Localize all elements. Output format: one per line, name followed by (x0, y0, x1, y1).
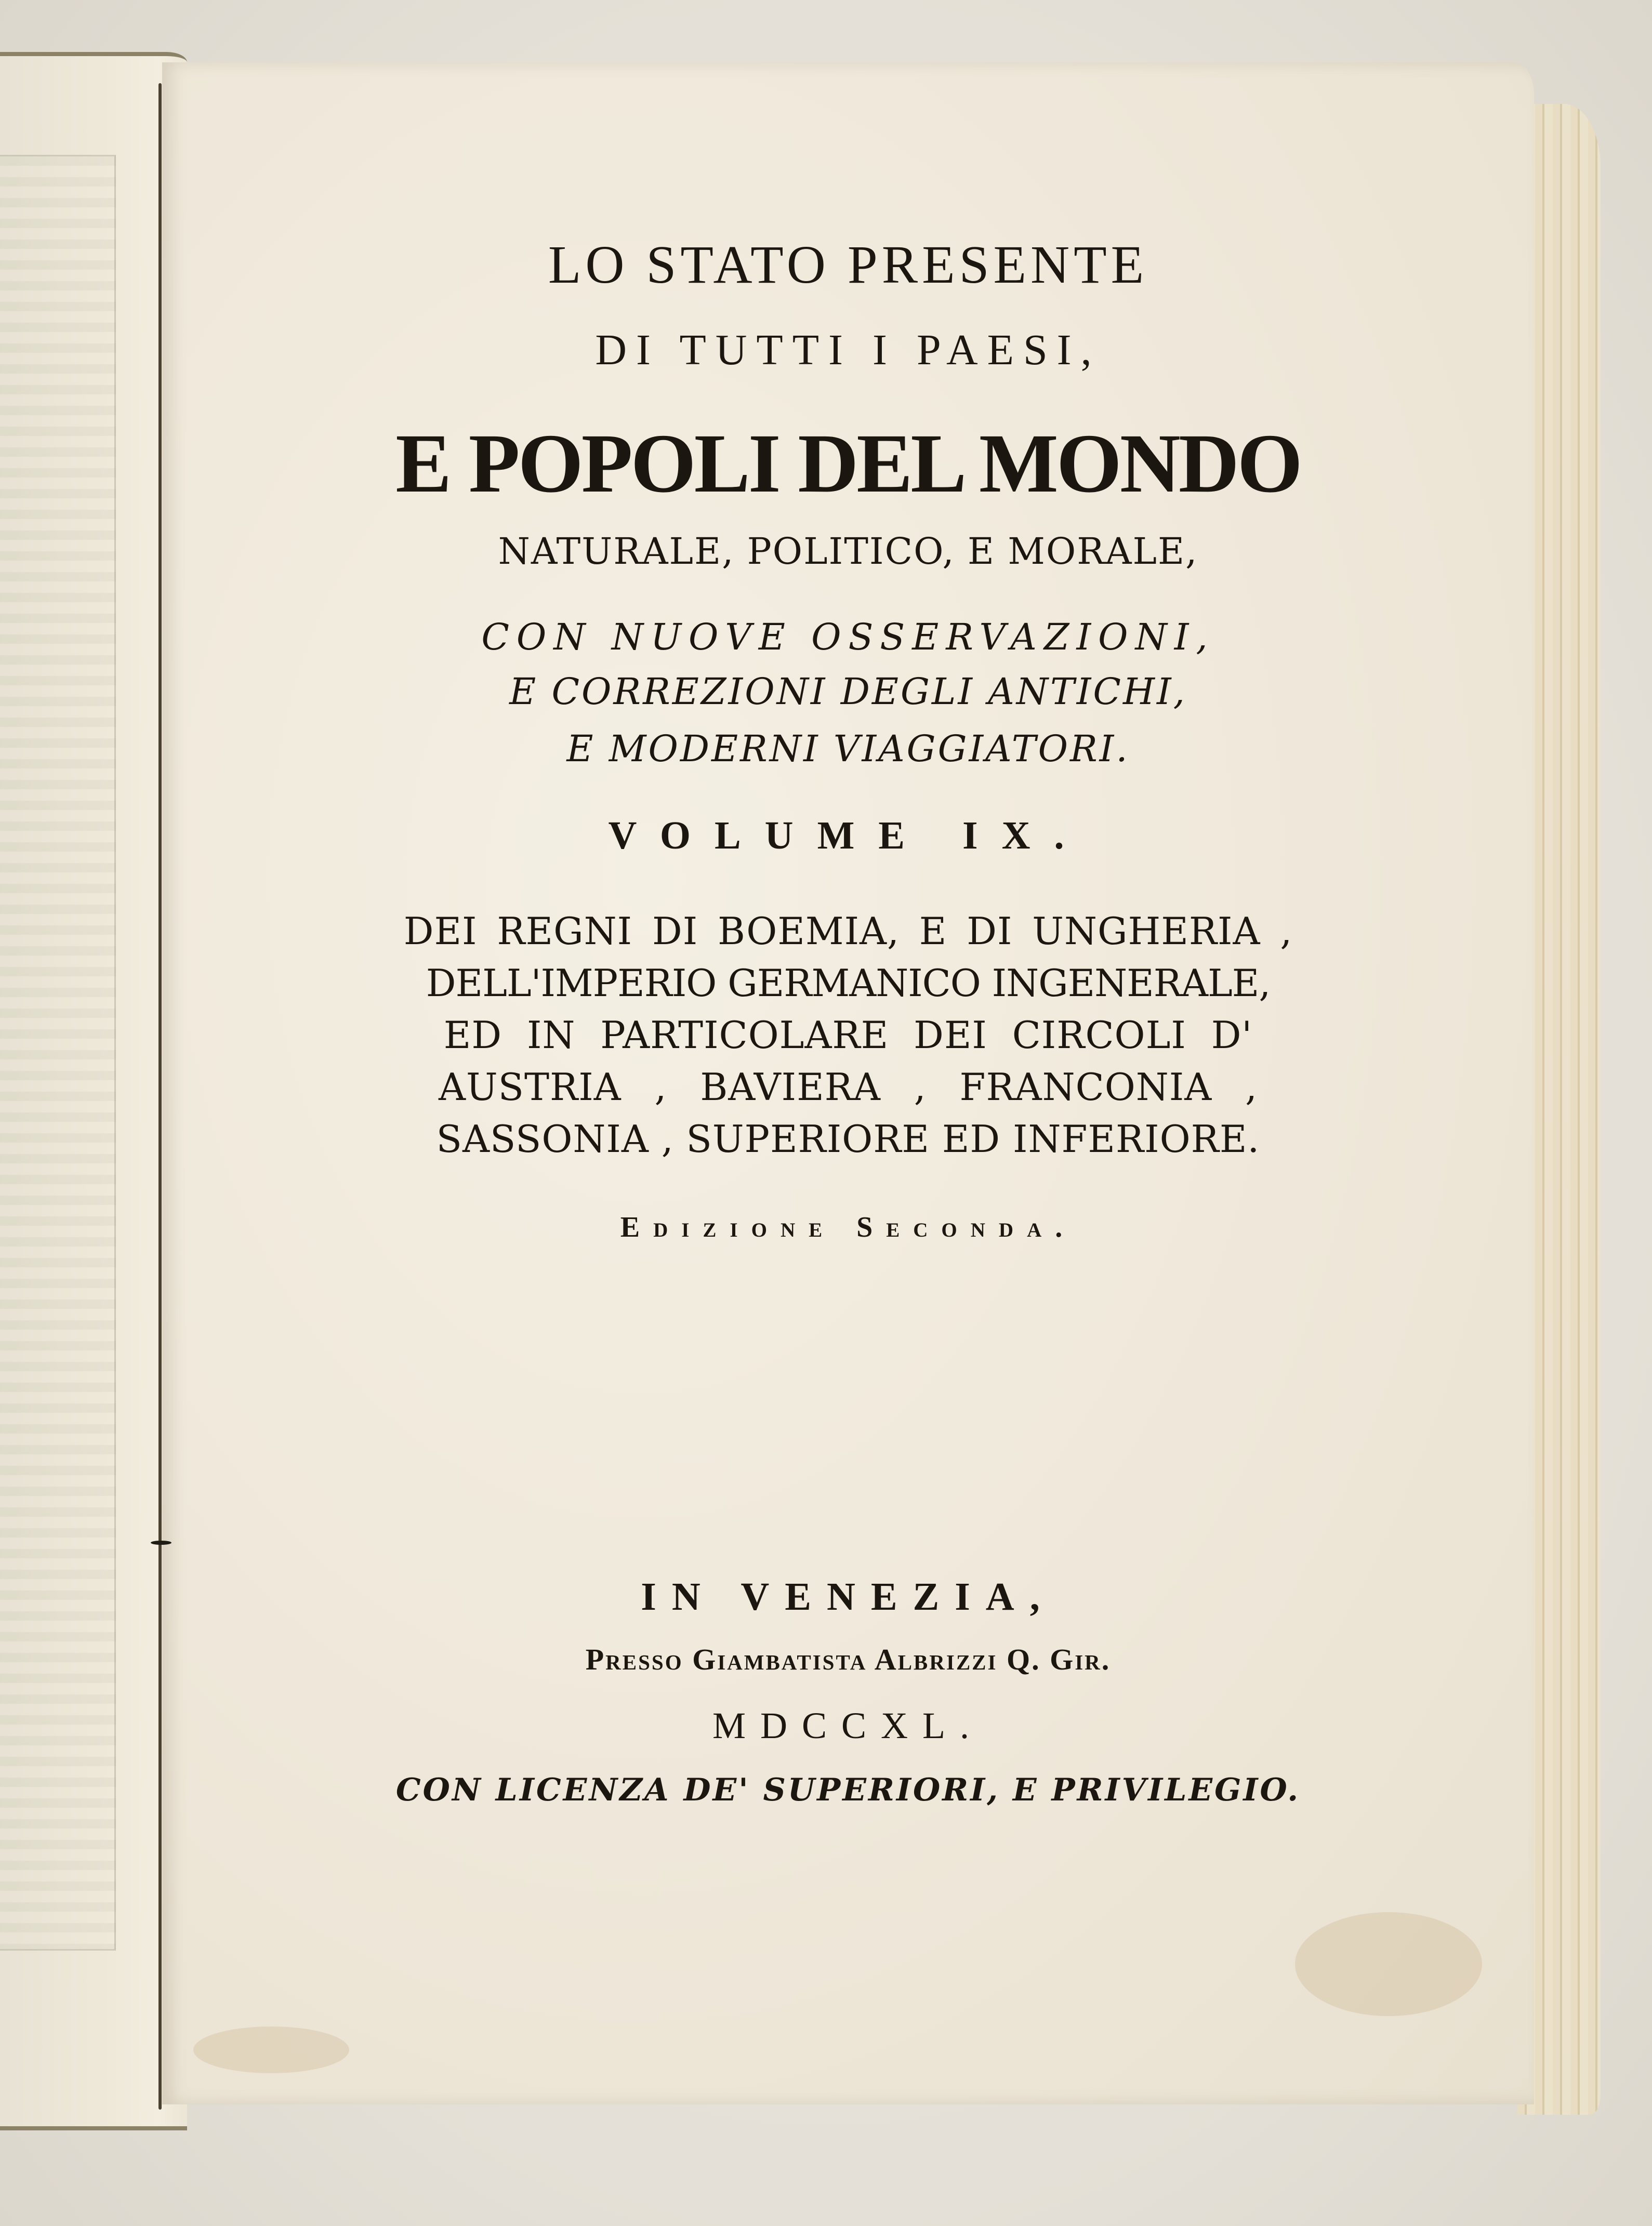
subtitle: NATURALE, POLITICO, E MORALE, (498, 530, 1198, 573)
imprint-license: CON LICENZA DE' SUPERIORI, E PRIVILEGIO. (395, 1772, 1301, 1808)
contents-line-4: AUSTRIA , BAVIERA , FRANCONIA , (438, 1065, 1258, 1109)
italic-line-1: CON NUOVE OSSERVAZIONI, (481, 616, 1215, 658)
italic-line-3: E MODERNI VIAGGIATORI. (566, 727, 1130, 770)
show-through-print (0, 155, 116, 1951)
contents-line-2: DELL'IMPERIO GERMANICO INGENERALE, (426, 961, 1271, 1005)
book-gutter (158, 83, 162, 2110)
contents-line-1: DEI REGNI DI BOEMIA, E DI UNGHERIA , (403, 909, 1293, 953)
title-line-2: DI TUTTI I PAESI, (595, 326, 1101, 374)
contents-line-5: SASSONIA , SUPERIORE ED INFERIORE. (436, 1117, 1260, 1161)
edition-statement: Edizione Seconda. (620, 1211, 1076, 1243)
italic-line-2: E CORREZIONI DEGLI ANTICHI, (509, 670, 1187, 713)
foxing-stain (1295, 1912, 1482, 2016)
foxing-stain (193, 2026, 349, 2073)
main-title: E POPOLI DEL MONDO (395, 417, 1301, 510)
contents-line-3: ED IN PARTICOLARE DEI CIRCOLI D' (443, 1013, 1253, 1057)
imprint-year: MDCCXL. (712, 1705, 984, 1746)
imprint-place: IN VENEZIA, (641, 1575, 1055, 1619)
volume-number: VOLUME IX. (608, 814, 1088, 857)
binding-stitch (151, 1541, 171, 1545)
title-line-1: LO STATO PRESENTE (548, 235, 1148, 295)
imprint-publisher: Presso Giambatista Albrizzi Q. Gir. (585, 1642, 1111, 1676)
